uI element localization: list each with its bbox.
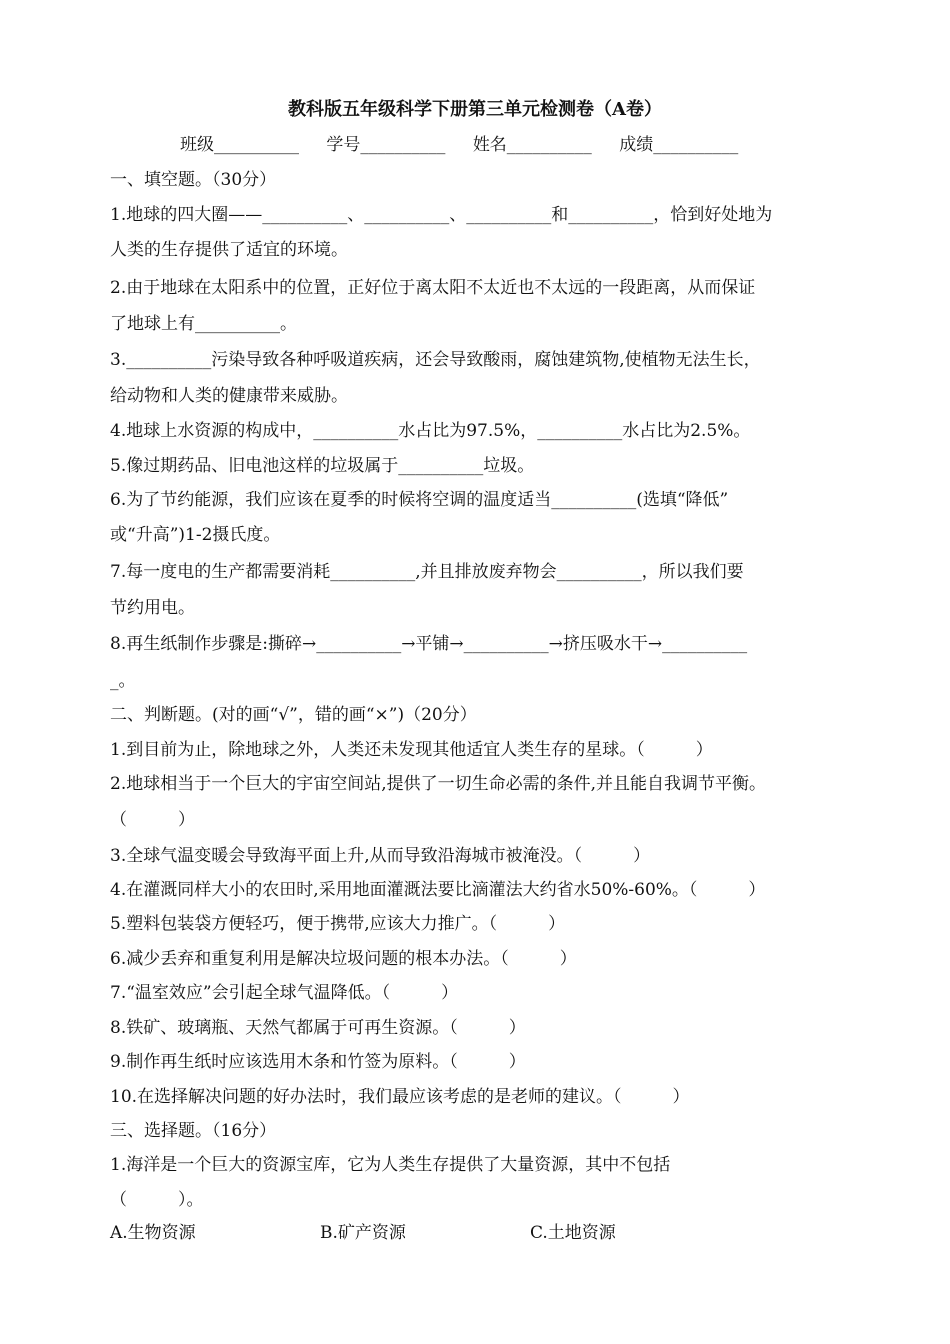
section-heading-true-false: 二、判断题。(对的画“√”，错的画“×”)（20分）: [110, 705, 477, 725]
question-line[interactable]: 6.减少丢弃和重复利用是解决垃圾问题的根本办法。（ ）: [110, 949, 577, 969]
question-line: 或“升高”)1-2摄氏度。: [110, 525, 281, 545]
section-heading-fill-blank: 一、填空题。（30分）: [110, 170, 277, 190]
option-b[interactable]: B.矿产资源: [320, 1223, 406, 1243]
question-line[interactable]: 7.“温室效应”会引起全球气温降低。（ ）: [110, 983, 459, 1003]
question-line[interactable]: 8.再生纸制作步骤是:撕碎→__________→平铺→__________→挤压吸水干→__________: [110, 634, 748, 654]
question-line[interactable]: 7.每一度电的生产都需要消耗__________,并且排放废弃物会__________，所以我们要: [110, 562, 744, 582]
class-field[interactable]: 班级__________: [180, 135, 299, 155]
question-line[interactable]: 5.像过期药品、旧电池这样的垃圾属于__________垃圾。: [110, 456, 535, 476]
student-info-row: [180, 134, 760, 156]
question-line[interactable]: 6.为了节约能源，我们应该在夏季的时候将空调的温度适当__________(选填“降低”: [110, 490, 729, 510]
question-line: 人类的生存提供了适宜的环境。: [110, 240, 348, 260]
question-line[interactable]: 8.铁矿、玻璃瓶、天然气都属于可再生资源。（ ）: [110, 1018, 526, 1038]
option-c[interactable]: C.土地资源: [530, 1223, 616, 1243]
section-heading-multiple-choice: 三、选择题。（16分）: [110, 1121, 277, 1141]
question-line: 2.由于地球在太阳系中的位置，正好位于离太阳不太近也不太远的一段距离，从而保证: [110, 278, 756, 298]
question-line: 节约用电。: [110, 598, 195, 618]
answer-bracket[interactable]: （ ）。: [110, 1190, 204, 1210]
name-field[interactable]: 姓名__________: [472, 135, 592, 155]
question-line: 2.地球相当于一个巨大的宇宙空间站,提供了一切生命必需的条件,并且能自我调节平衡。: [110, 774, 767, 794]
question-line[interactable]: 4.地球上水资源的构成中，__________水占比为97.5%，__________水占比为2.5%。: [110, 421, 751, 441]
question-line[interactable]: 3.__________污染导致各种呼吸道疾病，还会导致酸雨，腐蚀建筑物,使植物无法生长，: [110, 350, 761, 370]
question-line[interactable]: 3.全球气温变暖会导致海平面上升,从而导致沿海城市被淹没。（ ）: [110, 846, 651, 866]
score-field[interactable]: 成绩__________: [619, 135, 739, 155]
page-title: 教科版五年级科学下册第三单元检测卷（A卷）: [288, 99, 662, 120]
student-id-field[interactable]: 学号__________: [326, 135, 446, 155]
question-line[interactable]: 1.地球的四大圈——__________、__________、__________和__________，恰到好处地为: [110, 205, 773, 225]
question-line[interactable]: 1.到目前为止，除地球之外，人类还未发现其他适宜人类生存的星球。（ ）: [110, 740, 713, 760]
option-a[interactable]: A.生物资源: [110, 1223, 196, 1243]
question-line[interactable]: 10.在选择解决问题的好办法时，我们最应该考虑的是老师的建议。（ ）: [110, 1087, 690, 1107]
question-line: 1.海洋是一个巨大的资源宝库，它为人类生存提供了大量资源，其中不包括: [110, 1155, 671, 1175]
question-line: _。: [110, 671, 136, 691]
answer-bracket[interactable]: （ ）: [110, 810, 195, 830]
question-line[interactable]: 了地球上有__________。: [110, 314, 297, 334]
question-line[interactable]: 4.在灌溉同样大小的农田时,采用地面灌溉法要比滴灌法大约省水50%-60%。（ ）: [110, 880, 766, 900]
question-line[interactable]: 9.制作再生纸时应该选用木条和竹签为原料。（ ）: [110, 1052, 526, 1072]
question-line: 给动物和人类的健康带来威胁。: [110, 386, 348, 406]
question-line[interactable]: 5.塑料包装袋方便轻巧，便于携带,应该大力推广。（ ）: [110, 914, 566, 934]
